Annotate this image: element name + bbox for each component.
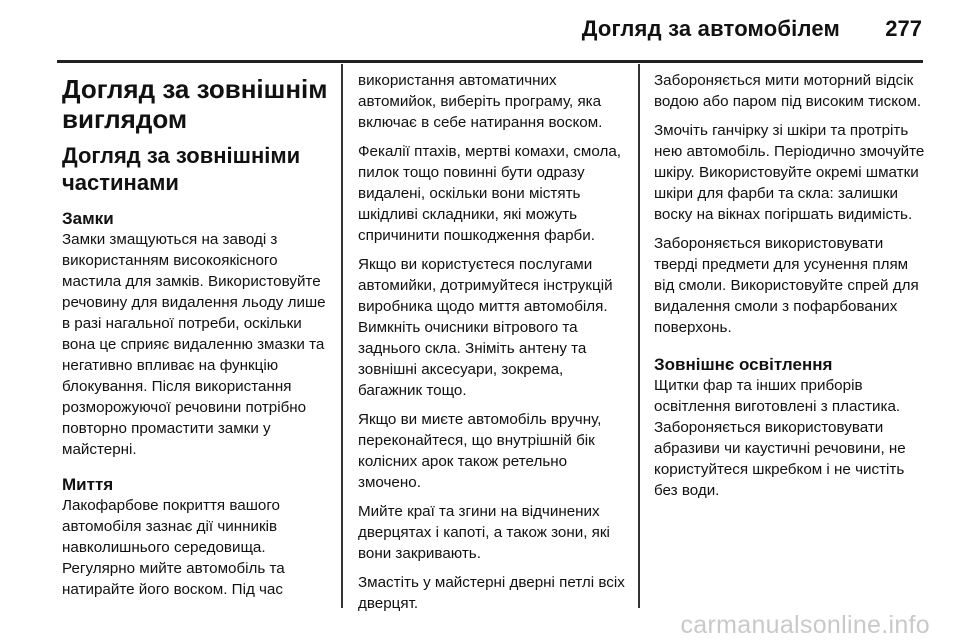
paragraph: Забороняється мити моторний відсік водою або паром під високим тиском. bbox=[654, 72, 922, 110]
column-1 bbox=[62, 66, 334, 600]
column-3 bbox=[654, 70, 930, 501]
locks-text: Замки змащуються на заводі з використанням високоякісного мастила для замків. Використовуйте речовину для видалення льоду лише в разі нагальної потреби, оскільки вона це сприяє видаленню змазки та негативно впливає на функцію блокування. Після використання розморожуючої речовини потрібно повторно промастити замки у майстерні. bbox=[62, 231, 326, 458]
paragraph: Змочіть ганчірку зі шкіри та протріть нею автомобіль. Періодично змочуйте шкіру. Використовуйте окремі шматки шкіри для фарби та скла: залишки воску на вікнах погіршать видимість. bbox=[654, 122, 925, 223]
paragraph: Якщо ви користуєтеся послугами автомийки, дотримуйтеся інструкцій виробника щодо миття автомобіля. Вимкніть очисники вітрового та заднього скла. Зніміть антену та зовнішні аксесуари, зокрема, багажник тощо. bbox=[358, 256, 613, 399]
header-rule bbox=[57, 60, 923, 63]
subsection-title: Догляд за зовнішніми частинами bbox=[62, 143, 301, 195]
paragraph: Забороняється використовувати тверді предмети для усунення плям від смоли. Використовуйте спрей для видалення смоли з пофарбованих поверхонь. bbox=[654, 235, 919, 336]
paragraph: Змастіть у майстерні дверні петлі всіх дверцят. bbox=[358, 574, 625, 612]
page-header bbox=[0, 0, 960, 64]
paragraph: Мийте краї та згини на відчинених дверцятах і капоті, а також зони, які вони закривають. bbox=[358, 503, 610, 562]
page-number: 277 bbox=[885, 16, 922, 41]
locks-heading: Замки bbox=[62, 209, 114, 228]
running-header-title: Догляд за автомобілем bbox=[581, 16, 840, 41]
section-title: Догляд за зовнішнім виглядом bbox=[62, 74, 328, 134]
column-2 bbox=[358, 70, 630, 622]
paragraph: Фекалії птахів, мертві комахи, смола, пилок тощо повинні бути одразу видалені, оскільки вони містять шкідливі складники, які можуть спричинити пошкодження фарби. bbox=[358, 143, 621, 244]
column-divider-1 bbox=[341, 64, 343, 608]
column-divider-2 bbox=[638, 64, 640, 608]
paragraph: використання автоматичних автомийок, виберіть програму, яка включає в себе натирання воском. bbox=[358, 72, 603, 131]
lighting-heading: Зовнішнє освітлення bbox=[654, 355, 833, 374]
watermark: carmanualsonline.info bbox=[680, 611, 930, 639]
paragraph: Якщо ви миєте автомобіль вручну, переконайтеся, що внутрішній бік колісних арок також ретельно змочено. bbox=[358, 411, 602, 491]
lighting-text: Щитки фар та інших приборів освітлення виготовлені з пластика. Забороняється використовувати абразиви чи каустичні речовини, не користуйтеся шкребком і не чистіть без води. bbox=[654, 377, 906, 499]
wash-text: Лакофарбове покриття вашого автомобіля зазнає дії чинників навколишнього середовища. Регулярно мийте автомобіль та натирайте його воском. Під час bbox=[62, 497, 285, 598]
wash-heading: Миття bbox=[62, 475, 114, 494]
